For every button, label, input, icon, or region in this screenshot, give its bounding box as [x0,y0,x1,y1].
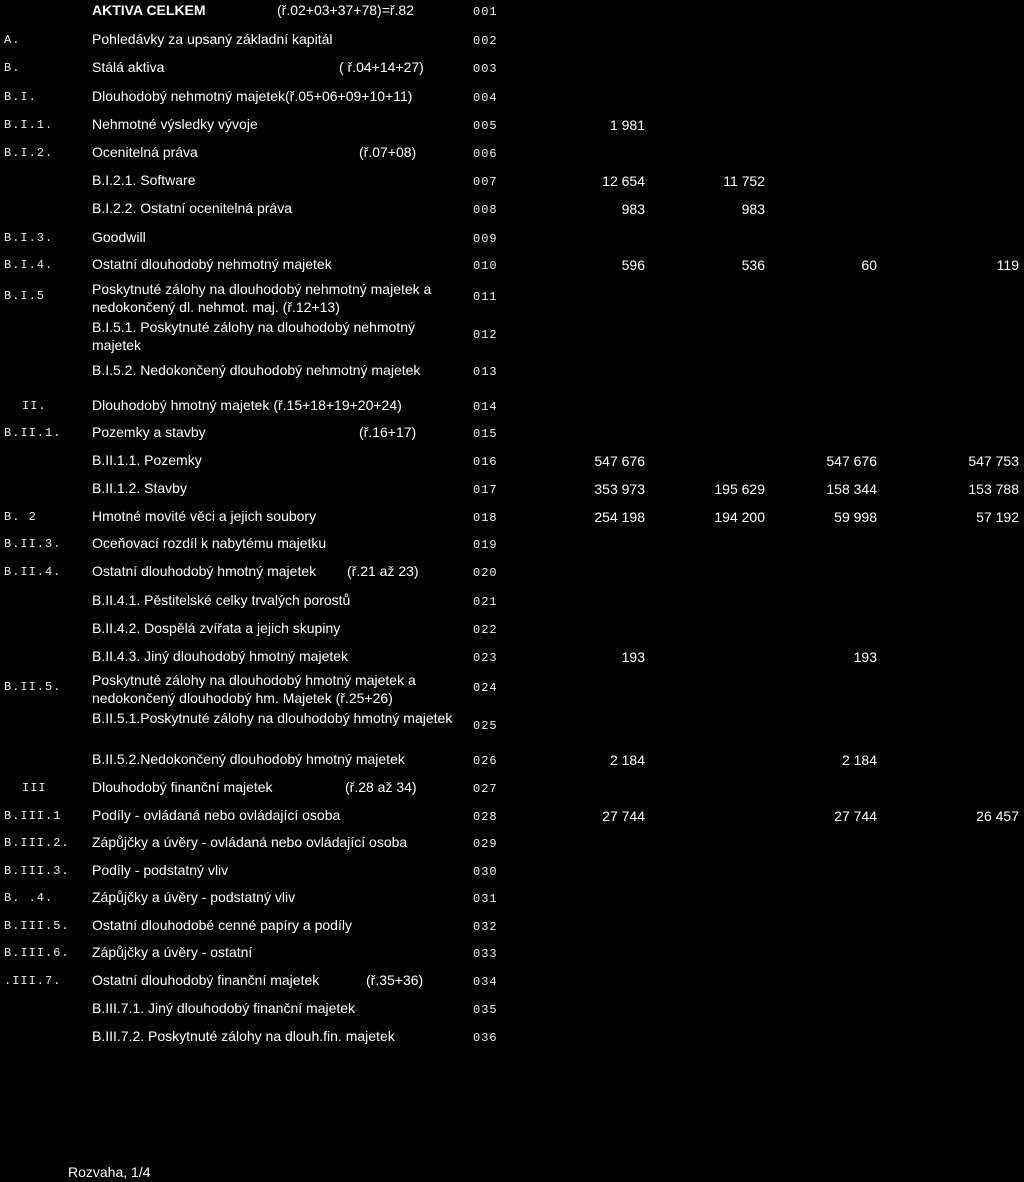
row-number: 013 [473,365,498,379]
row-formula: (ř.02+03+37+78)=ř.82 [277,2,414,18]
row-description: Zápůjčky a úvěry - ostatní [92,944,253,960]
row-number: 030 [473,865,498,879]
row-number: 017 [473,483,498,497]
row-value-col2: 536 [741,257,765,273]
row-number: 034 [473,975,498,989]
row-description: B.II.1.2. Stavby [92,480,187,496]
row-description: Zápůjčky a úvěry - podstatný vliv [92,889,296,905]
row-description: B.II.4.2. Dospělá zvířata a jejich skupiny [92,620,341,636]
row-code: B.II.1. [4,426,62,440]
row-description: B.II.5.1.Poskytnuté zálohy na dlouhodobý hmotný majetek [92,710,453,726]
row-formula: (ř.07+08) [359,144,417,160]
row-description: Oceňovací rozdíl k nabytému majetku [92,535,327,551]
row-value-col4: 119 [996,257,1019,273]
row-number: 007 [473,175,498,189]
row-description: B.II.5.2.Nedokončený dlouhodobý hmotný majetek [92,751,405,767]
row-description: Zápůjčky a úvěry - ovládaná nebo ovládající osoba [92,834,408,850]
row-code: .III.7. [4,974,62,988]
row-formula: (ř.28 až 34) [345,779,417,795]
row-code: B.I.3. [4,231,54,245]
row-value-col1: 27 744 [602,808,645,824]
row-description: Dlouhodobý nehmotný majetek(ř.05+06+09+10+11) [92,88,413,104]
row-number: 014 [473,400,498,414]
row-code: B.III.5. [4,919,70,933]
page-footer: Rozvaha, 1/4 [68,1164,151,1180]
row-value-col4: 57 192 [976,509,1019,525]
row-description: B.I.2.1. Software [92,172,196,188]
row-number: 028 [473,810,498,824]
row-value-col1: 1 981 [609,117,645,133]
row-value-col2: 11 752 [723,173,765,189]
row-value-col3: 193 [853,649,877,665]
row-description: Podíly - podstatný vliv [92,862,229,878]
row-code: B. [4,61,21,75]
row-value-col3: 27 744 [834,808,877,824]
row-description: Ostatní dlouhodobý finanční majetek [92,972,320,988]
row-description: Ostatní dlouhodobé cenné papíry a podíly [92,917,352,933]
row-description: AKTIVA CELKEM [92,2,206,18]
row-formula: (ř.21 až 23) [347,563,419,579]
row-description: Ostatní dlouhodobý hmotný majetek [92,563,317,579]
row-code: B.I.4. [4,258,54,272]
row-description: B.I.2.2. Ostatní ocenitelná práva [92,200,293,216]
row-number: 031 [473,892,498,906]
row-value-col3: 547 676 [826,453,877,469]
row-code: B.I. [4,90,37,104]
row-value-col2: 195 629 [714,481,765,497]
row-description: Ocenitelná práva [92,144,198,160]
row-value-col3: 2 184 [841,752,877,768]
row-number: 002 [473,34,498,48]
row-number: 029 [473,837,498,851]
row-number: 005 [473,119,498,133]
row-number: 011 [473,290,498,304]
row-description: B.I.5.2. Nedokončený dlouhodobý nehmotný majetek [92,362,421,378]
row-value-col1: 547 676 [594,453,645,469]
row-description: Podíly - ovládaná nebo ovládající osoba [92,807,341,823]
row-code: B.III.6. [4,946,70,960]
row-number: 018 [473,511,498,525]
row-description: B.II.1.1. Pozemky [92,452,202,468]
row-value-col3: 60 [861,257,877,273]
row-number: 012 [473,328,498,342]
row-value-col3: 158 344 [826,481,877,497]
row-code: B.I.2. [4,146,54,160]
row-code: B.II.4. [4,565,62,579]
row-value-col2: 194 200 [714,509,765,525]
row-value-col1: 193 [621,649,645,665]
row-number: 006 [473,147,498,161]
row-number: 003 [473,62,498,76]
row-value-col1: 12 654 [602,173,645,189]
row-description: Nehmotné výsledky vývoje [92,116,258,132]
row-description: Poskytnuté zálohy na dlouhodobý nehmotný majetek a nedokončený dl. nehmot. maj. (ř.12+13) [92,281,432,315]
row-number: 032 [473,920,498,934]
row-code: B.I.1. [4,118,54,132]
row-description: Dlouhodobý finanční majetek [92,779,273,795]
row-number: 008 [473,203,498,217]
row-value-col3: 59 998 [834,509,877,525]
row-code: B. .4. [4,891,54,905]
row-description: Ostatní dlouhodobý nehmotný majetek [92,256,332,272]
row-number: 026 [473,754,498,768]
row-value-col4: 547 753 [968,453,1019,469]
row-code: II. [22,399,47,413]
row-formula: (ř.16+17) [359,424,417,440]
row-number: 001 [473,5,498,19]
row-description: B.II.4.3. Jiný dlouhodobý hmotný majetek [92,648,349,664]
row-value-col2: 983 [741,201,765,217]
row-code: B. 2 [4,510,37,524]
row-value-col1: 254 198 [594,509,645,525]
row-description: Goodwill [92,229,146,245]
row-description: Dlouhodobý hmotný majetek (ř.15+18+19+20+24) [92,397,402,413]
row-number: 016 [473,455,498,469]
row-number: 035 [473,1003,498,1017]
row-number: 027 [473,782,498,796]
row-description: Pohledávky za upsaný základní kapitál [92,31,333,47]
row-number: 020 [473,566,498,580]
row-formula: (ř.35+36) [366,972,424,988]
row-formula: ( ř.04+14+27) [339,59,424,75]
row-number: 022 [473,623,498,637]
row-description: Pozemky a stavby [92,424,206,440]
row-description: B.III.7.2. Poskytnuté zálohy na dlouh.fin. majetek [92,1028,395,1044]
row-description: Poskytnuté zálohy na dlouhodobý hmotný majetek a nedokončený dlouhodobý hm. Majetek (ř.25+26) [92,672,416,706]
row-number: 004 [473,91,498,105]
row-description: B.II.4.1. Pěstitelské celky trvalých porostů [92,592,351,608]
row-code: B.I.5 [4,289,46,303]
row-description: Stálá aktiva [92,59,165,75]
row-value-col4: 26 457 [976,808,1019,824]
row-number: 036 [473,1031,498,1045]
row-number: 023 [473,651,498,665]
row-code: B.II.3. [4,537,62,551]
row-number: 015 [473,427,498,441]
row-number: 019 [473,538,498,552]
row-code: B.III.3. [4,864,70,878]
row-code: B.II.5. [4,680,62,694]
row-description: B.I.5.1. Poskytnuté zálohy na dlouhodobý nehmotný majetek [92,319,415,353]
row-code: III [22,781,47,795]
row-description: B.III.7.1. Jiný dlouhodobý finanční majetek [92,1000,356,1016]
row-code: B.III.2. [4,836,70,850]
row-value-col4: 153 788 [968,481,1019,497]
row-value-col1: 596 [621,257,645,273]
row-number: 024 [473,681,498,695]
row-value-col1: 353 973 [594,481,645,497]
row-description: Hmotné movité věci a jejich soubory [92,508,317,524]
row-value-col1: 2 184 [609,752,645,768]
row-value-col1: 983 [621,201,645,217]
row-code: A. [4,33,21,47]
row-number: 010 [473,259,498,273]
row-number: 033 [473,947,498,961]
row-code: B.III.1 [4,809,62,823]
row-number: 021 [473,595,498,609]
row-number: 009 [473,232,498,246]
row-number: 025 [473,719,498,733]
